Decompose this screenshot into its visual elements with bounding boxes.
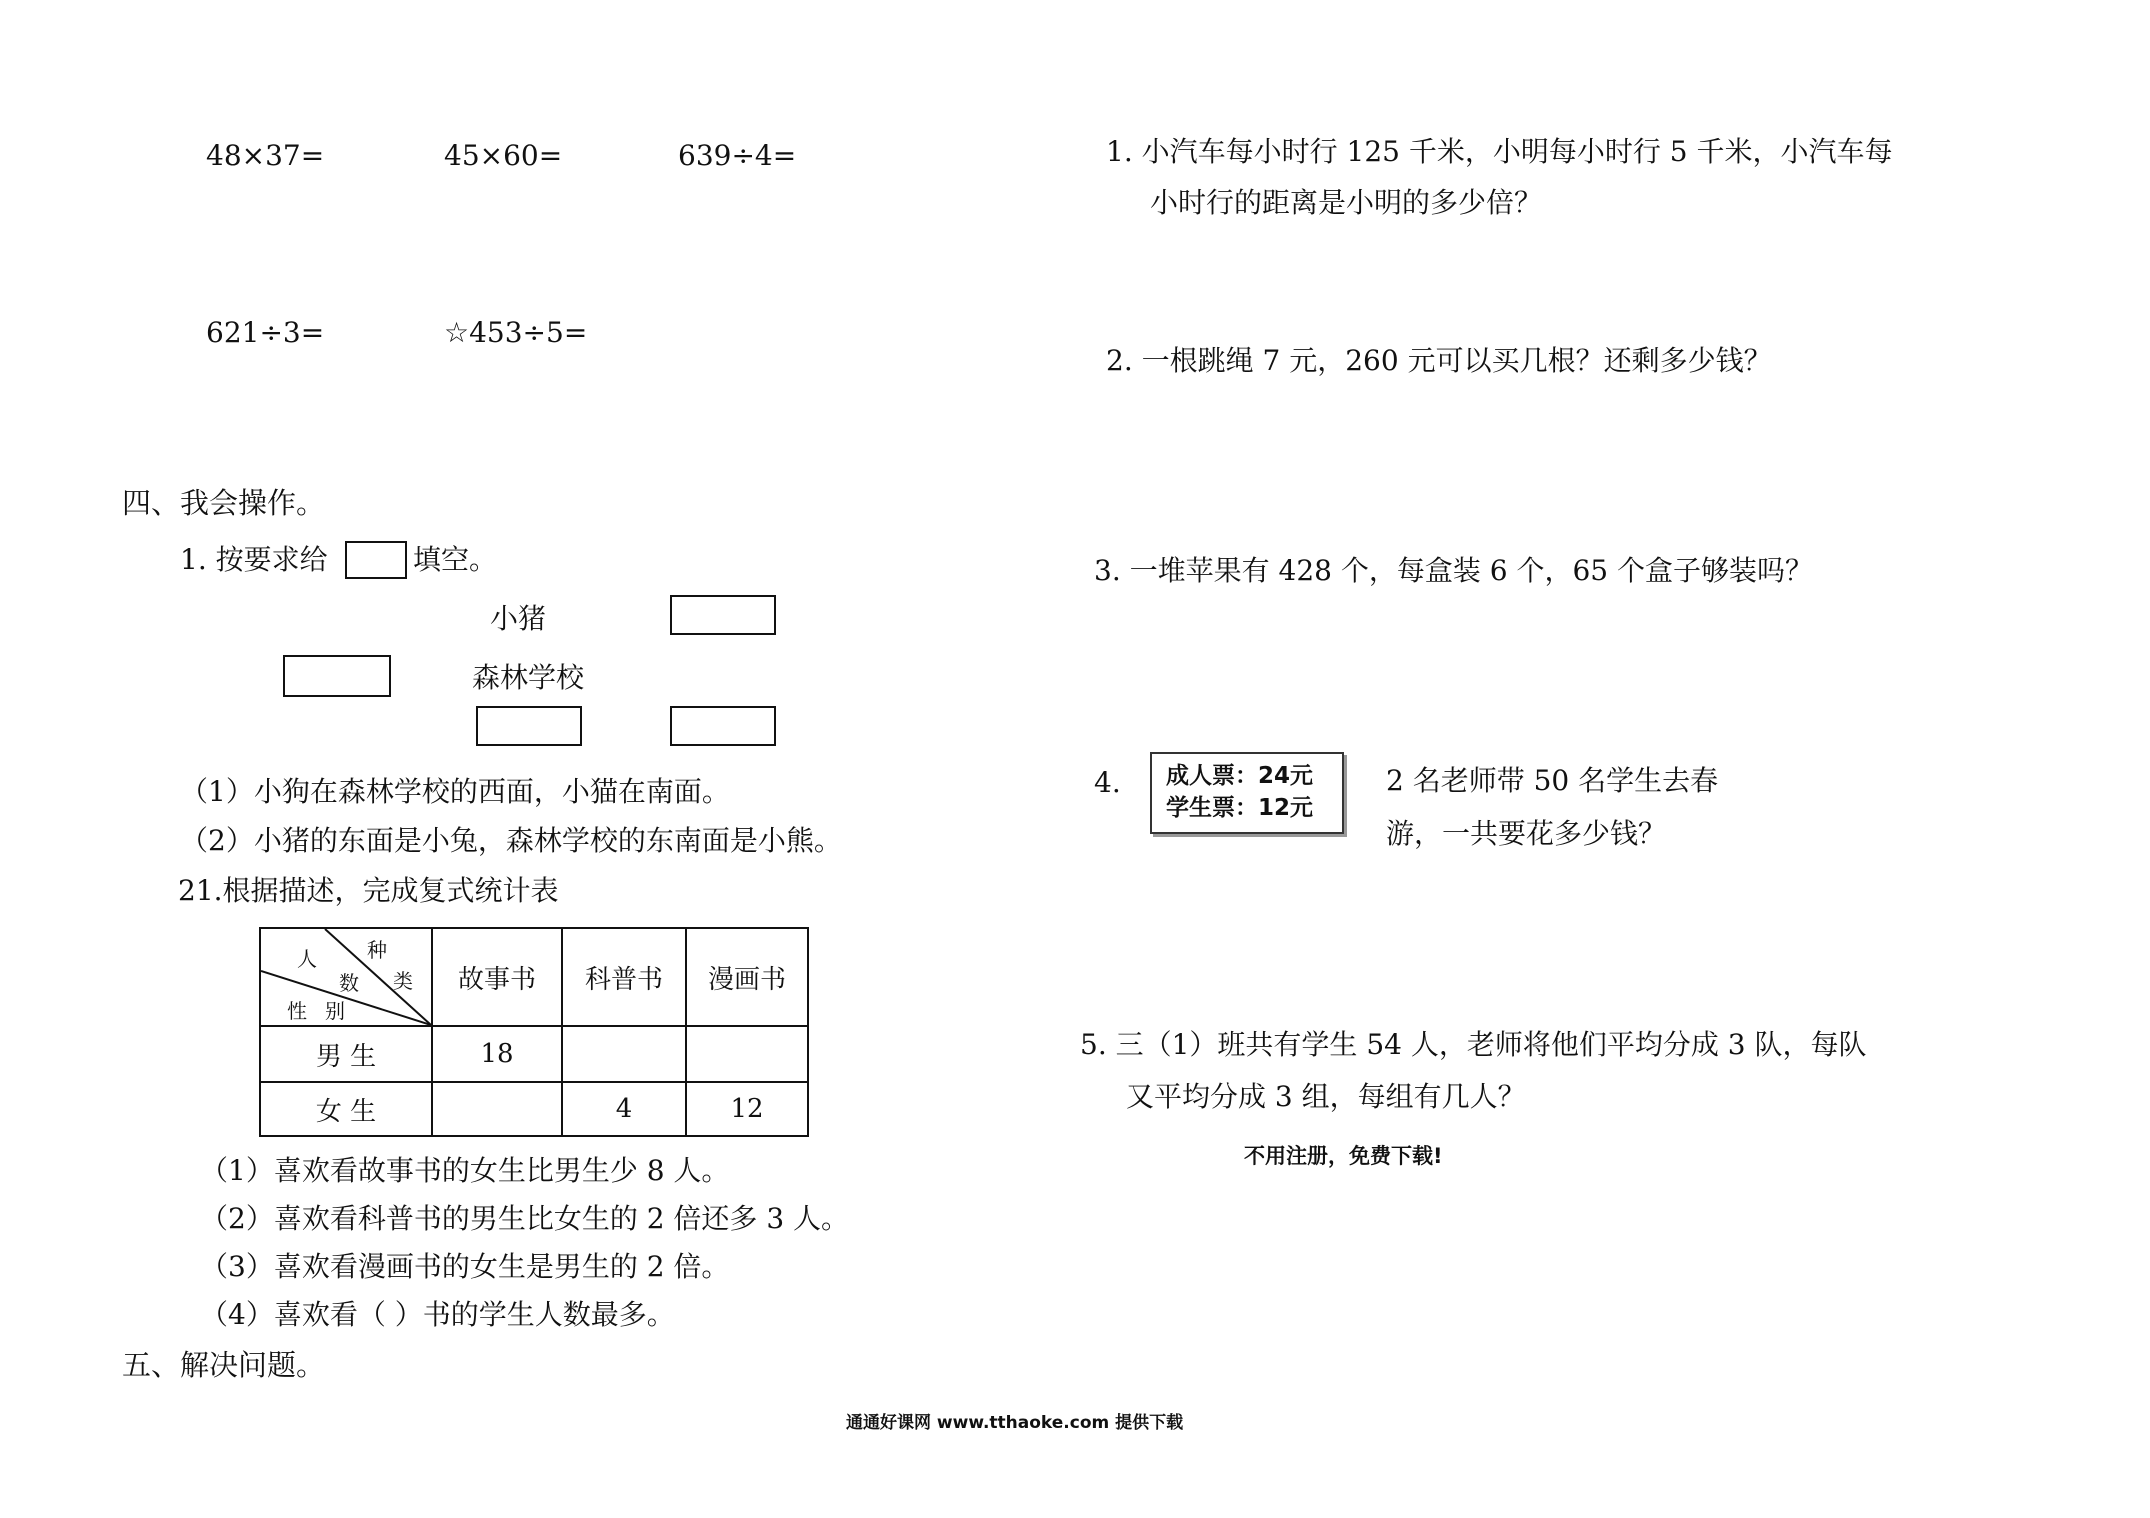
row-label-boys: 男 生 <box>260 1026 432 1082</box>
table-desc-3: （3）喜欢看漫画书的女生是男生的 2 倍。 <box>200 1250 730 1283</box>
sample-blank-box <box>345 541 407 579</box>
blank-box-south[interactable] <box>476 706 582 746</box>
problem-5-line-2: 又平均分成 3 组，每组有几人？ <box>1126 1080 1526 1113</box>
footer-credit: 通通好课网 www.tthaoke.com 提供下载 <box>846 1413 1184 1433</box>
label-pig: 小猪 <box>490 602 547 635</box>
table-desc-4: （4）喜欢看（ ）书的学生人数最多。 <box>200 1298 675 1331</box>
cell-boys-story: 18 <box>432 1026 562 1082</box>
table-desc-2: （2）喜欢看科普书的男生比女生的 2 倍还多 3 人。 <box>200 1202 850 1235</box>
calc-expr-4: 621÷3= <box>206 316 325 349</box>
ticket-price-box <box>1150 752 1344 834</box>
table-desc-1: （1）喜欢看故事书的女生比男生少 8 人。 <box>200 1154 730 1187</box>
direction-desc-2: （2）小猪的东面是小兔，森林学校的东南面是小熊。 <box>180 824 842 857</box>
header-story-books: 故事书 <box>432 928 562 1026</box>
problem-2: 2. 一根跳绳 7 元，260 元可以买几根？还剩多少钱？ <box>1106 344 1772 377</box>
calc-expr-1: 48×37= <box>206 139 325 172</box>
table-row <box>260 1026 808 1082</box>
cell-boys-science[interactable] <box>562 1026 686 1082</box>
stats-table <box>259 927 809 1137</box>
cell-girls-science: 4 <box>562 1082 686 1136</box>
corner-lei: 类 <box>393 969 413 993</box>
problem-1-line-2: 小时行的距离是小明的多少倍？ <box>1150 186 1543 219</box>
q1-suffix: 填空。 <box>413 543 498 576</box>
promo-text: 不用注册，免费下载! <box>1244 1144 1443 1168</box>
corner-bie: 别 <box>325 999 345 1023</box>
calc-expr-3: 639÷4= <box>678 139 797 172</box>
problem-4-line-2: 游，一共要花多少钱？ <box>1386 817 1667 850</box>
cell-girls-comic: 12 <box>686 1082 808 1136</box>
ticket-student-price: 学生票：12元 <box>1166 795 1314 821</box>
direction-desc-1: （1）小狗在森林学校的西面，小猫在南面。 <box>180 775 730 808</box>
corner-zhong: 种 <box>367 938 387 962</box>
corner-xing: 性 <box>287 999 307 1023</box>
label-forest-school: 森林学校 <box>472 661 585 694</box>
corner-shu: 数 <box>339 971 359 995</box>
q1-prefix: 1. 按要求给 <box>180 543 328 576</box>
blank-box-southeast[interactable] <box>670 706 776 746</box>
section-5-heading: 五、解决问题。 <box>122 1348 326 1382</box>
blank-box-northeast[interactable] <box>670 595 776 635</box>
cell-girls-story[interactable] <box>432 1082 562 1136</box>
calc-expr-2: 45×60= <box>444 139 563 172</box>
section-4-heading: 四、我会操作。 <box>122 486 326 520</box>
problem-3: 3. 一堆苹果有 428 个，每盒装 6 个，65 个盒子够装吗？ <box>1094 554 1814 587</box>
q21-title: 21.根据描述，完成复式统计表 <box>178 874 559 907</box>
problem-1-line-1: 1. 小汽车每小时行 125 千米，小明每小时行 5 千米，小汽车每 <box>1106 135 1893 168</box>
table-corner-cell <box>260 928 432 1026</box>
header-science-books: 科普书 <box>562 928 686 1026</box>
problem-4-number: 4. <box>1094 766 1121 799</box>
problem-4-line-1: 2 名老师带 50 名学生去春 <box>1386 764 1719 797</box>
header-comic-books: 漫画书 <box>686 928 808 1026</box>
corner-ren: 人 <box>297 947 317 971</box>
row-label-girls: 女 生 <box>260 1082 432 1136</box>
ticket-adult-price: 成人票：24元 <box>1166 763 1314 789</box>
problem-5-line-1: 5. 三（1）班共有学生 54 人，老师将他们平均分成 3 队，每队 <box>1080 1028 1867 1061</box>
cell-boys-comic[interactable] <box>686 1026 808 1082</box>
blank-box-west[interactable] <box>283 655 391 697</box>
table-row <box>260 1082 808 1136</box>
calc-expr-5: ☆453÷5= <box>444 316 588 349</box>
